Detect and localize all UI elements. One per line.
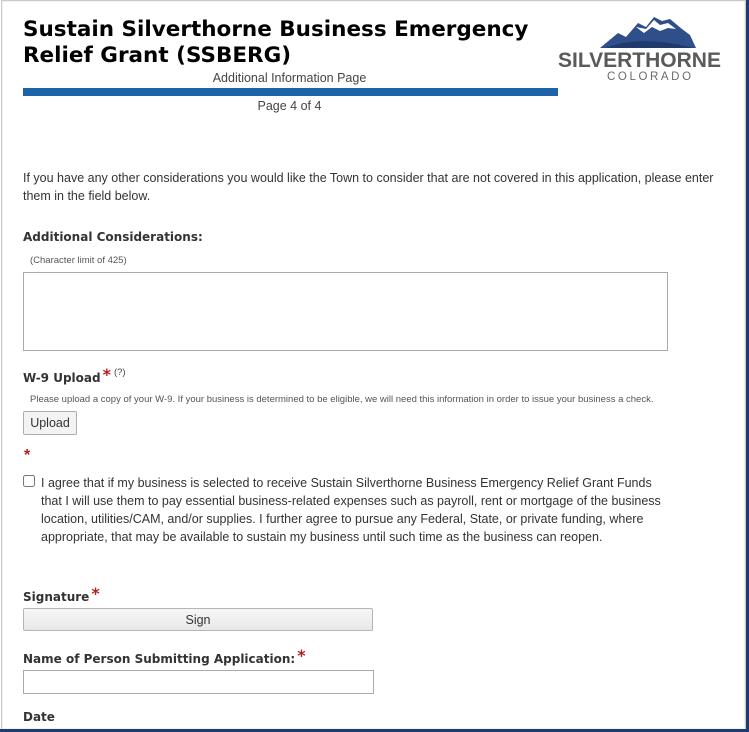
submitter-name-label: [23, 648, 306, 667]
progress-bar: [23, 88, 558, 96]
page-subtitle: Additional Information Page: [212, 71, 367, 85]
submitter-name-label-text: Name of Person Submitting Application:: [23, 652, 296, 666]
sign-button[interactable]: Sign: [23, 608, 373, 631]
upload-button[interactable]: Upload: [23, 411, 77, 435]
signature-label-text: Signature: [23, 590, 90, 604]
agreement-checkbox[interactable]: [23, 475, 35, 487]
logo-subtitle: COLORADO: [607, 71, 694, 83]
help-icon[interactable]: (?): [113, 367, 126, 378]
page-indicator: Page 4 of 4: [257, 99, 322, 113]
character-limit-hint: (Character limit of 425): [30, 255, 127, 266]
silverthorne-logo: [558, 15, 721, 85]
submitter-name-input[interactable]: [23, 670, 374, 694]
signature-label: [23, 586, 100, 605]
additional-considerations-input[interactable]: [23, 272, 668, 351]
agreement-text: I agree that if my business is selected to receive Sustain Silverthorne Business Emergency Relief Grant Funds that I will use them to pay essential business-related expenses such as payroll, rent or mortgage of the business location, utilities/CAM, and/or supplies. I further agree to pursue any Federal, State, or private funding, where appropriate, that may be available to sustain my business until such time as the business can reopen.: [41, 476, 661, 544]
date-label-text: Date: [23, 710, 55, 724]
w9-upload-label: [23, 367, 126, 386]
date-label: [23, 710, 55, 724]
additional-considerations-label: [23, 230, 203, 244]
mountain-icon: [598, 15, 698, 49]
w9-upload-label-text: W-9 Upload: [23, 371, 101, 385]
required-asterisk: *: [297, 646, 306, 665]
logo-wordmark: SILVERTHORNE: [558, 49, 721, 72]
form-title: Sustain Silverthorne Business Emergency Relief Grant (SSBERG): [23, 17, 529, 68]
additional-considerations-label-text: Additional Considerations:: [23, 230, 203, 244]
required-asterisk: *: [24, 447, 31, 464]
required-asterisk: *: [102, 365, 111, 384]
intro-text: If you have any other considerations you would like the Town to consider that are not covered in this application, please enter them in the field below.: [23, 171, 714, 203]
required-asterisk: *: [91, 584, 100, 603]
w9-upload-hint: Please upload a copy of your W-9. If your business is determined to be eligible, we will need this information in order to issue your business a check.: [30, 394, 654, 405]
